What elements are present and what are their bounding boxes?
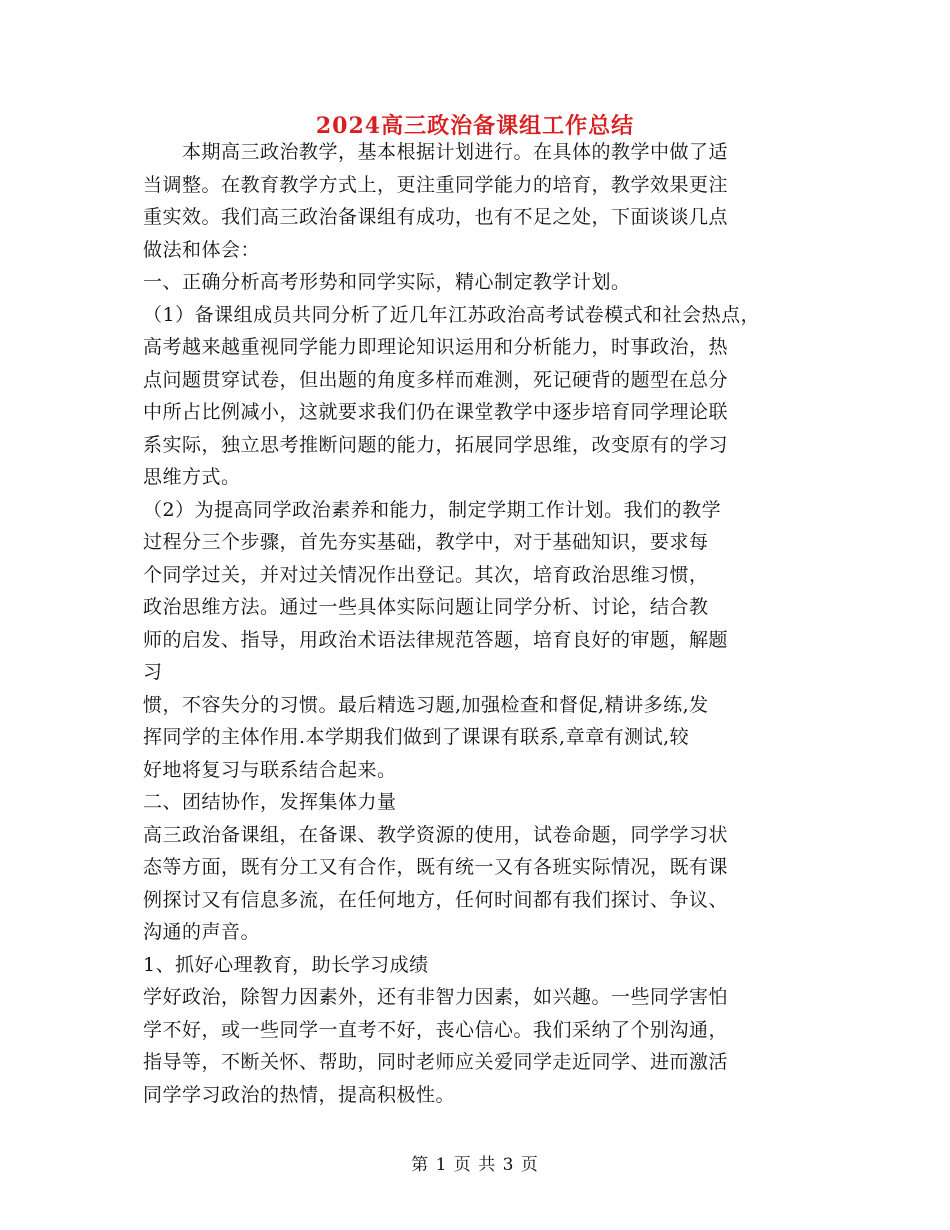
text-line: 师的启发、指导，用政治术语法律规范答题，培育良好的审题，解题 [143,628,729,651]
text-line: 学不好，或一些同学一直考不好，丧心信心。我们采纳了个别沟通， [143,1018,729,1041]
text-line: 学好政治，除智力因素外，还有非智力因素，如兴趣。一些同学害怕 [143,986,729,1008]
text-line: 重实效。我们高三政治备课组有成功，也有不足之处，下面谈谈几点 [143,206,729,228]
text-line: 过程分三个步骤，首先夯实基础，教学中，对于基础知识，要求每 [143,531,709,553]
text-line: （1）备课组成员共同分析了近几年江苏政治高考试卷模式和社会热点， [143,303,761,326]
text-line: 高考越来越重视同学能力即理论知识运用和分析能力，时事政治，热 [143,336,729,358]
document-title: 2024高三政治备课组工作总结 [315,113,635,139]
text-line: 中所占比例减小，这就要求我们仍在课堂教学中逐步培育同学理论联 [143,401,729,423]
text-line: 指导等，不断关怀、帮助，同时老师应关爱同学走近同学、进而激活 [143,1051,729,1073]
text-line: 本期高三政治教学，基本根据计划进行。在具体的教学中做了适 [143,141,729,163]
text-line: 当调整。在教育教学方式上，更注重同学能力的培育，教学效果更注 [143,173,729,196]
text-line: 态等方面，既有分工又有合作，既有统一又有各班实际情况，既有课 [143,856,729,878]
text-line: 高三政治备课组，在备课、教学资源的使用，试卷命题，同学学习状 [143,823,729,846]
text-line: 好地将复习与联系结合起来。 [143,758,397,781]
text-line: 个同学过关，并对过关情况作出登记。其次，培育政治思维习惯， [143,563,709,586]
text-line: 政治思维方法。通过一些具体实际问题让同学分析、讨论，结合教 [143,596,709,618]
text-line: 一、正确分析高考形势和同学实际，精心制定教学计划。 [143,271,631,293]
text-line: 例探讨又有信息多流，在任何地方，任何时间都有我们探讨、争议、 [143,888,729,911]
text-line: 同学学习政治的热情，提高积极性。 [143,1083,456,1106]
text-line: 沟通的声音。 [143,921,261,943]
page-footer: 第 1 页 共 3 页 [411,1155,539,1175]
text-line: 1、抓好心理教育，助长学习成绩 [143,953,429,976]
document-body [143,136,833,1111]
text-line: 惯，不容失分的习惯。最后精选习题,加强检查和督促,精讲多练,发 [143,693,709,716]
text-line: 点问题贯穿试卷，但出题的角度多样而难测，死记硬背的题型在总分 [143,368,729,391]
text-line: 系实际，独立思考推断问题的能力，拓展同学思维，改变原有的学习 [143,433,729,456]
text-line: 二、团结协作，发挥集体力量 [143,791,397,813]
text-line: （2）为提高同学政治素养和能力，制定学期工作计划。我们的教学 [143,498,722,521]
text-line: 挥同学的主体作用.本学期我们做到了课课有联系,章章有测试,较 [143,726,690,748]
text-line: 思维方式。 [143,466,241,488]
text-line: 做法和体会： [143,238,261,261]
text-line: 习 [143,661,163,683]
